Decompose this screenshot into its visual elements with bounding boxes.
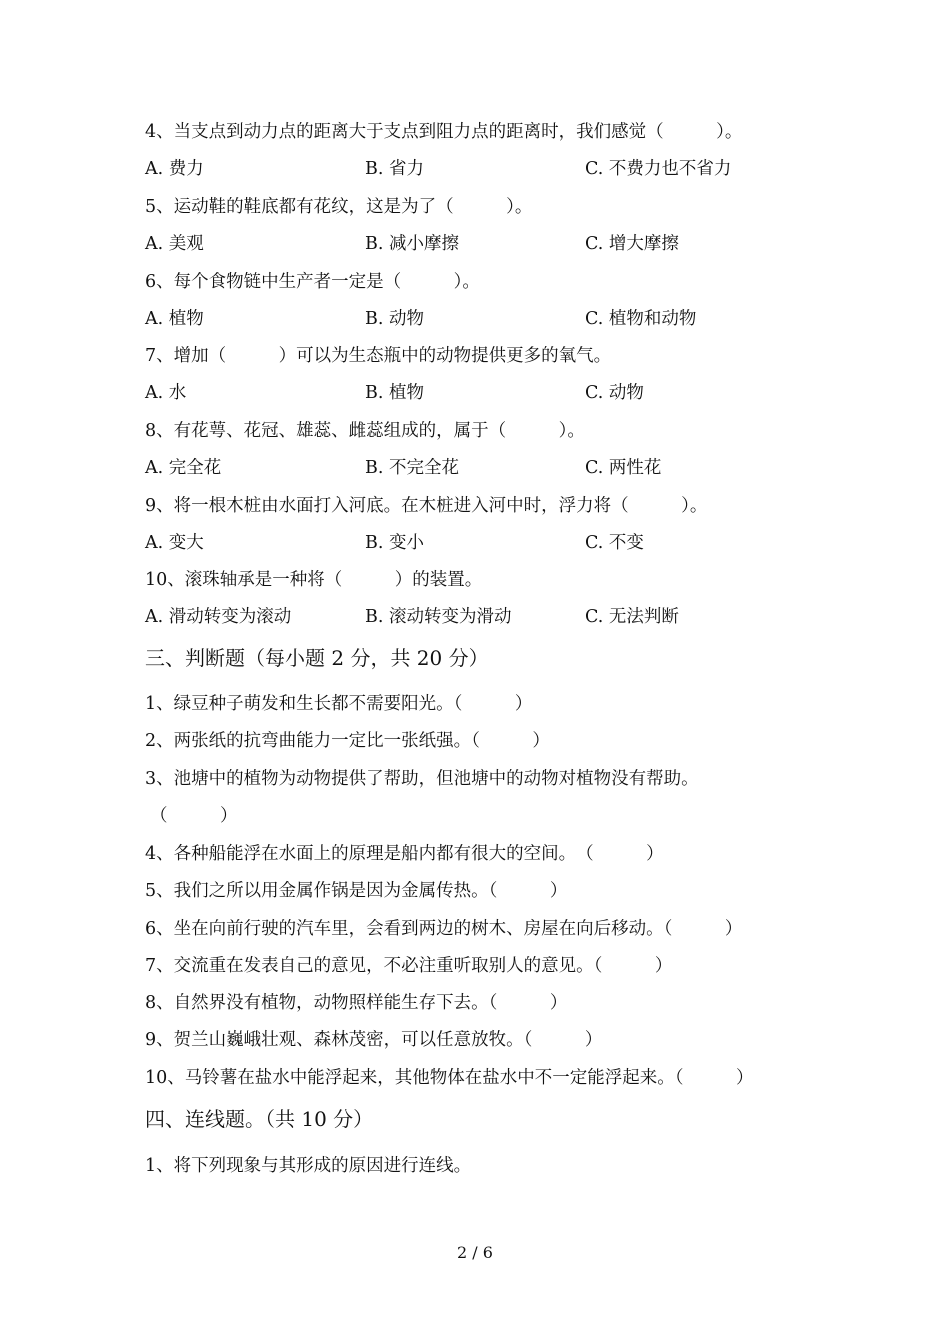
option-a: A. 完全花 [145,458,222,478]
matching-question: 1、将下列现象与其形成的原因进行连线。 [145,1156,472,1176]
option-b: B. 植物 [365,383,424,403]
tf-item-blank: （ ） [150,806,238,826]
question-9: 9、将一根木桩由水面打入河底。在木桩进入河中时，浮力将（ ）。 [145,496,708,516]
option-c: C. 动物 [585,383,644,403]
option-a: A. 美观 [145,234,204,254]
option-a: A. 滑动转变为滚动 [145,607,292,627]
tf-item: 4、各种船能浮在水面上的原理是船内都有很大的空间。 （ ） [145,844,664,864]
question-8: 8、有花萼、花冠、雄蕊、雌蕊组成的，属于（ ）。 [145,421,585,441]
option-b: B. 省力 [365,159,424,179]
tf-item: 1、绿豆种子萌发和生长都不需要阳光。（ ） [145,694,533,714]
tf-item: 2、两张纸的抗弯曲能力一定比一张纸强。（ ） [145,731,550,751]
option-a: A. 变大 [145,533,204,553]
option-b: B. 减小摩擦 [365,234,459,254]
section-heading-judgement: 三、判断题（每小题 2 分，共 20 分） [145,646,489,670]
question-10: 10、滚珠轴承是一种将（ ）的装置。 [145,570,483,590]
tf-item: 8、自然界没有植物，动物照样能生存下去。（ ） [145,993,568,1013]
option-a: A. 植物 [145,309,204,329]
option-c: C. 植物和动物 [585,309,697,329]
option-b: B. 滚动转变为滑动 [365,607,512,627]
option-a: A. 水 [145,383,187,403]
option-c: C. 不变 [585,533,644,553]
tf-item: 6、坐在向前行驶的汽车里，会看到两边的树木、房屋在向后移动。（ ） [145,919,743,939]
option-c: C. 不费力也不省力 [585,159,732,179]
page-number: 2 / 6 [457,1243,493,1262]
tf-item: 10、马铃薯在盐水中能浮起来，其他物体在盐水中不一定能浮起来。（ ） [145,1068,754,1088]
question-6: 6、每个食物链中生产者一定是（ ）。 [145,272,480,292]
option-b: B. 变小 [365,533,424,553]
option-c: C. 无法判断 [585,607,679,627]
option-c: C. 增大摩擦 [585,234,679,254]
question-5: 5、运动鞋的鞋底都有花纹，这是为了（ ）。 [145,197,533,217]
tf-item: 7、交流重在发表自己的意见，不必注重听取别人的意见。（ ） [145,956,673,976]
option-b: B. 不完全花 [365,458,459,478]
tf-item: 3、池塘中的植物为动物提供了帮助，但池塘中的动物对植物没有帮助。 [145,769,699,789]
option-b: B. 动物 [365,309,424,329]
option-c: C. 两性花 [585,458,662,478]
option-a: A. 费力 [145,159,204,179]
tf-item: 9、贺兰山巍峨壮观、森林茂密，可以任意放牧。（ ） [145,1030,603,1050]
tf-item: 5、我们之所以用金属作锅是因为金属传热。（ ） [145,881,568,901]
question-4: 4、当支点到动力点的距离大于支点到阻力点的距离时，我们感觉（ ）。 [145,122,743,142]
question-7: 7、增加（ ）可以为生态瓶中的动物提供更多的氧气。 [145,346,612,366]
section-heading-matching: 四、连线题。（共 10 分） [145,1107,374,1131]
